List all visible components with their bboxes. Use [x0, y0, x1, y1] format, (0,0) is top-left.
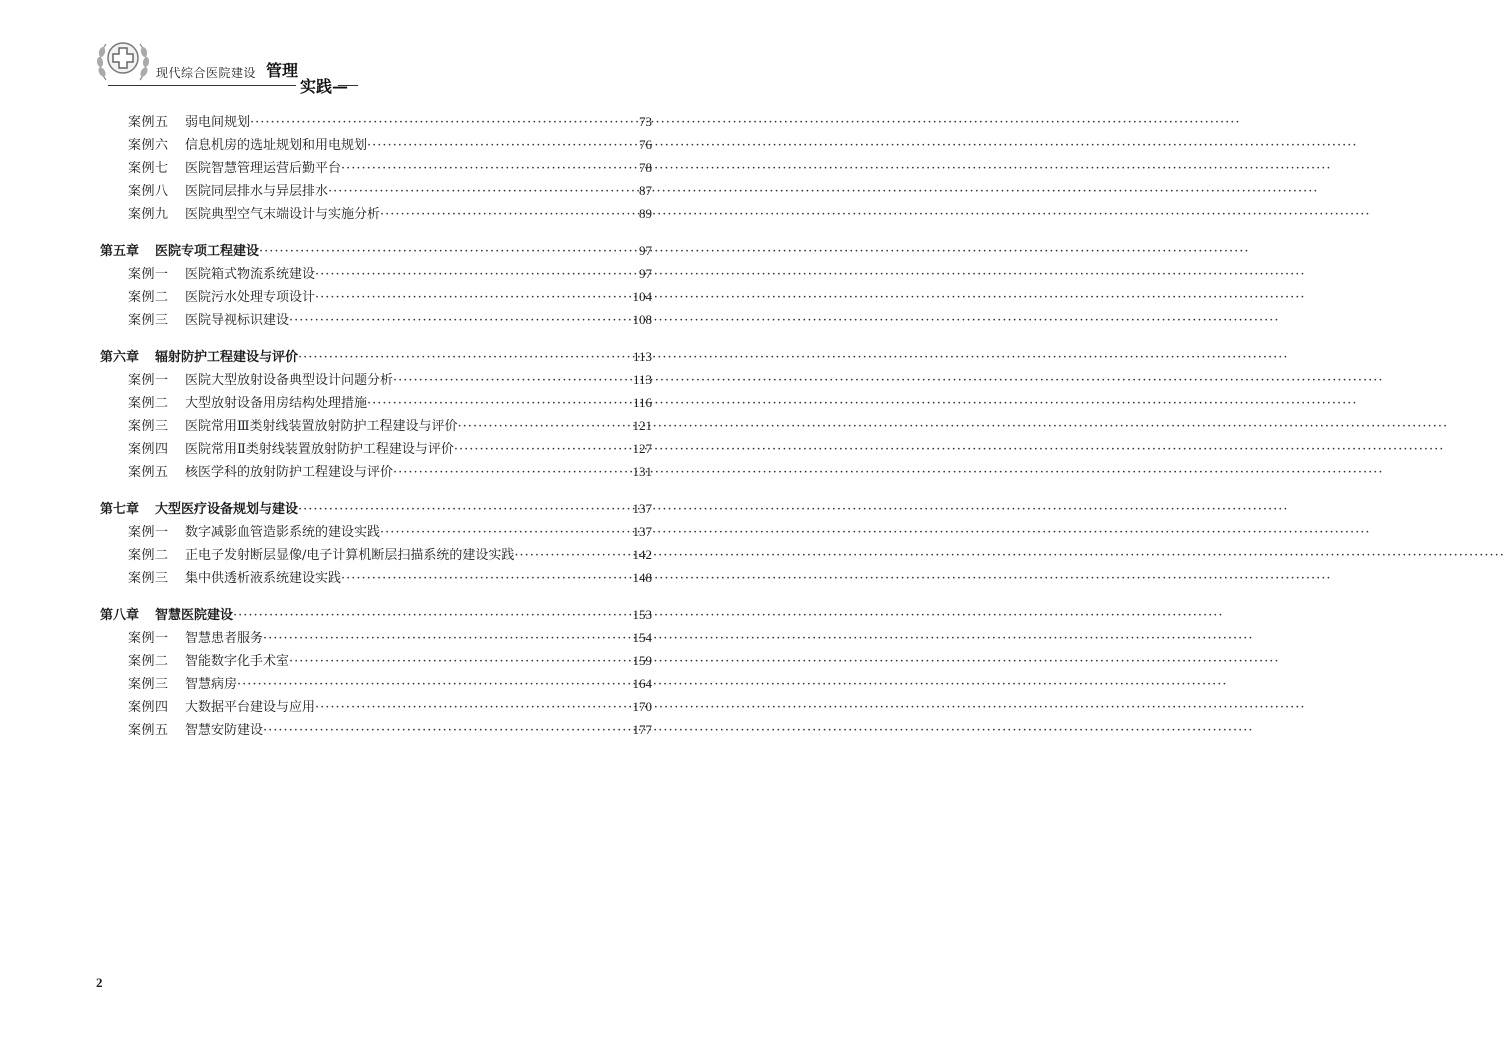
case-title: 智慧安防建设: [185, 723, 264, 738]
toc-group-chapter-7: [100, 497, 652, 589]
toc-entry[interactable]: [100, 368, 652, 391]
dot-leader: [233, 604, 630, 627]
toc-group-chapter-5: [100, 239, 652, 331]
toc-entry[interactable]: [100, 308, 652, 331]
case-title: 智慧患者服务: [185, 631, 264, 646]
case-title: 医院常用Ⅲ类射线装置放射防护工程建设与评价: [185, 419, 458, 434]
case-label: 案例一: [128, 631, 169, 646]
page-ref: 78: [639, 160, 652, 175]
case-label: 案例五: [128, 723, 169, 738]
toc-entry[interactable]: [100, 179, 652, 202]
toc-entry[interactable]: [100, 262, 652, 285]
page-ref: 89: [639, 206, 652, 221]
case-label: 案例二: [128, 290, 169, 305]
header-rule-tail: [338, 85, 358, 86]
page-ref: 76: [639, 137, 652, 152]
toc-entry[interactable]: [100, 520, 652, 543]
dot-leader: [367, 134, 632, 157]
case-title: 集中供透析液系统建设实践: [185, 571, 342, 586]
case-title: 医院常用Ⅱ类射线装置放射防护工程建设与评价: [185, 442, 454, 457]
case-title: 正电子发射断层显像/电子计算机断层扫描系统的建设实践: [185, 548, 515, 563]
chapter-title: 医院专项工程建设: [155, 244, 260, 259]
page-number: 2: [96, 975, 103, 990]
dot-leader: [315, 286, 630, 309]
chapter-label: 第七章: [100, 502, 140, 517]
chapter-label: 第五章: [100, 244, 140, 259]
toc-chapter-entry[interactable]: [100, 603, 652, 626]
case-title: 医院同层排水与异层排水: [185, 184, 329, 199]
toc-group-chapter-6: [100, 345, 652, 483]
page-ref: 127: [632, 441, 652, 456]
case-label: 案例四: [128, 442, 169, 457]
page-ref: 113: [632, 372, 652, 387]
page-ref: 108: [632, 312, 652, 327]
case-label: 案例八: [128, 184, 169, 199]
dot-leader: [259, 240, 632, 263]
toc-entry[interactable]: [100, 695, 652, 718]
toc-entry[interactable]: [100, 626, 652, 649]
case-title: 大数据平台建设与应用: [185, 700, 316, 715]
chapter-title: 智慧医院建设: [155, 608, 234, 623]
page-ref: 153: [632, 607, 652, 622]
header-rule: [108, 85, 296, 86]
dot-leader: [341, 157, 632, 180]
page-ref: 97: [639, 266, 652, 281]
dot-leader: [315, 263, 632, 286]
case-label: 案例七: [128, 161, 169, 176]
dot-leader: [298, 498, 630, 521]
chapter-label: 第八章: [100, 608, 140, 623]
page-ref: 164: [632, 676, 652, 691]
page-ref: 121: [632, 418, 652, 433]
dot-leader: [263, 719, 630, 742]
toc-entry[interactable]: [100, 460, 652, 483]
page-ref: 73: [639, 114, 652, 129]
header-emphasis-2: 实践—: [300, 77, 349, 96]
dot-leader: [289, 650, 630, 673]
page-ref: 142: [632, 547, 652, 562]
page-ref: 137: [632, 524, 652, 539]
dot-leader: [367, 392, 631, 415]
case-label: 案例一: [128, 373, 169, 388]
dot-leader: [250, 111, 632, 134]
dot-leader: [289, 309, 630, 332]
page-ref: 104: [632, 289, 652, 304]
case-title: 核医学科的放射防护工程建设与评价: [185, 465, 394, 480]
toc-entry[interactable]: [100, 133, 652, 156]
case-title: 智慧病房: [185, 677, 238, 692]
dot-leader: [237, 673, 630, 696]
dot-leader: [514, 544, 630, 567]
page-ref: 148: [632, 570, 652, 585]
dot-leader: [458, 415, 631, 438]
case-label: 案例六: [128, 138, 169, 153]
case-label: 案例五: [128, 115, 169, 130]
case-label: 案例一: [128, 525, 169, 540]
dot-leader: [328, 180, 632, 203]
case-title: 大型放射设备用房结构处理措施: [185, 396, 368, 411]
page-ref: 137: [632, 501, 652, 516]
chapter-title: 大型医疗设备规划与建设: [155, 502, 299, 517]
hospital-cross-laurel-logo-icon: [92, 30, 154, 92]
header-book-title: 现代综合医院建设: [156, 66, 257, 80]
case-title: 医院导视标识建设: [185, 313, 290, 328]
toc-entry[interactable]: [100, 391, 652, 414]
dot-leader: [380, 521, 630, 544]
table-of-contents: [100, 110, 652, 755]
header-emphasis-1: 管理: [266, 61, 299, 80]
dot-leader: [393, 461, 630, 484]
page-ref: 170: [632, 699, 652, 714]
dot-leader: [298, 346, 631, 369]
page-ref: 97: [639, 243, 652, 258]
toc-entry[interactable]: [100, 414, 652, 437]
page-ref: 154: [632, 630, 652, 645]
case-title: 数字减影血管造影系统的建设实践: [185, 525, 381, 540]
case-title: 医院大型放射设备典型设计问题分析: [185, 373, 394, 388]
toc-entry[interactable]: [100, 566, 652, 589]
dot-leader: [380, 203, 632, 226]
toc-chapter-entry[interactable]: [100, 497, 652, 520]
dot-leader: [263, 627, 630, 650]
case-title: 医院污水处理专项设计: [185, 290, 316, 305]
toc-entry[interactable]: [100, 437, 652, 460]
case-label: 案例九: [128, 207, 169, 222]
case-title: 医院典型空气末端设计与实施分析: [185, 207, 381, 222]
case-label: 案例三: [128, 571, 169, 586]
case-label: 案例二: [128, 548, 169, 563]
toc-entry[interactable]: [100, 202, 652, 225]
page-ref: 159: [632, 653, 652, 668]
running-header: [92, 28, 412, 94]
toc-entry[interactable]: [100, 649, 652, 672]
dot-leader: [454, 438, 631, 461]
toc-entry[interactable]: [100, 672, 652, 695]
case-title: 弱电间规划: [185, 115, 251, 130]
toc-entry[interactable]: [100, 543, 652, 566]
toc-entry[interactable]: [100, 110, 652, 133]
chapter-label: 第六章: [100, 350, 140, 365]
case-title: 医院智慧管理运营后勤平台: [185, 161, 342, 176]
page-ref: 87: [639, 183, 652, 198]
toc-entry[interactable]: [100, 285, 652, 308]
page-ref: 177: [632, 722, 652, 737]
case-title: 医院箱式物流系统建设: [185, 267, 316, 282]
chapter-title: 辐射防护工程建设与评价: [155, 350, 299, 365]
case-label: 案例三: [128, 677, 169, 692]
case-label: 案例三: [128, 313, 169, 328]
case-label: 案例一: [128, 267, 169, 282]
dot-leader: [315, 696, 630, 719]
case-label: 案例四: [128, 700, 169, 715]
case-title: 信息机房的选址规划和用电规划: [185, 138, 368, 153]
toc-chapter-entry[interactable]: [100, 345, 652, 368]
case-label: 案例三: [128, 419, 169, 434]
dot-leader: [393, 369, 631, 392]
toc-chapter-entry[interactable]: [100, 239, 652, 262]
page-ref: 113: [632, 349, 652, 364]
case-label: 案例二: [128, 396, 169, 411]
dot-leader: [341, 567, 630, 590]
case-label: 案例五: [128, 465, 169, 480]
toc-group-chapter-8: [100, 603, 652, 741]
page-ref: 131: [632, 464, 652, 479]
case-label: 案例二: [128, 654, 169, 669]
case-title: 智能数字化手术室: [185, 654, 290, 669]
toc-entry[interactable]: [100, 718, 652, 741]
toc-entry[interactable]: [100, 156, 652, 179]
page-ref: 116: [632, 395, 652, 410]
toc-group-continued: [100, 110, 652, 225]
